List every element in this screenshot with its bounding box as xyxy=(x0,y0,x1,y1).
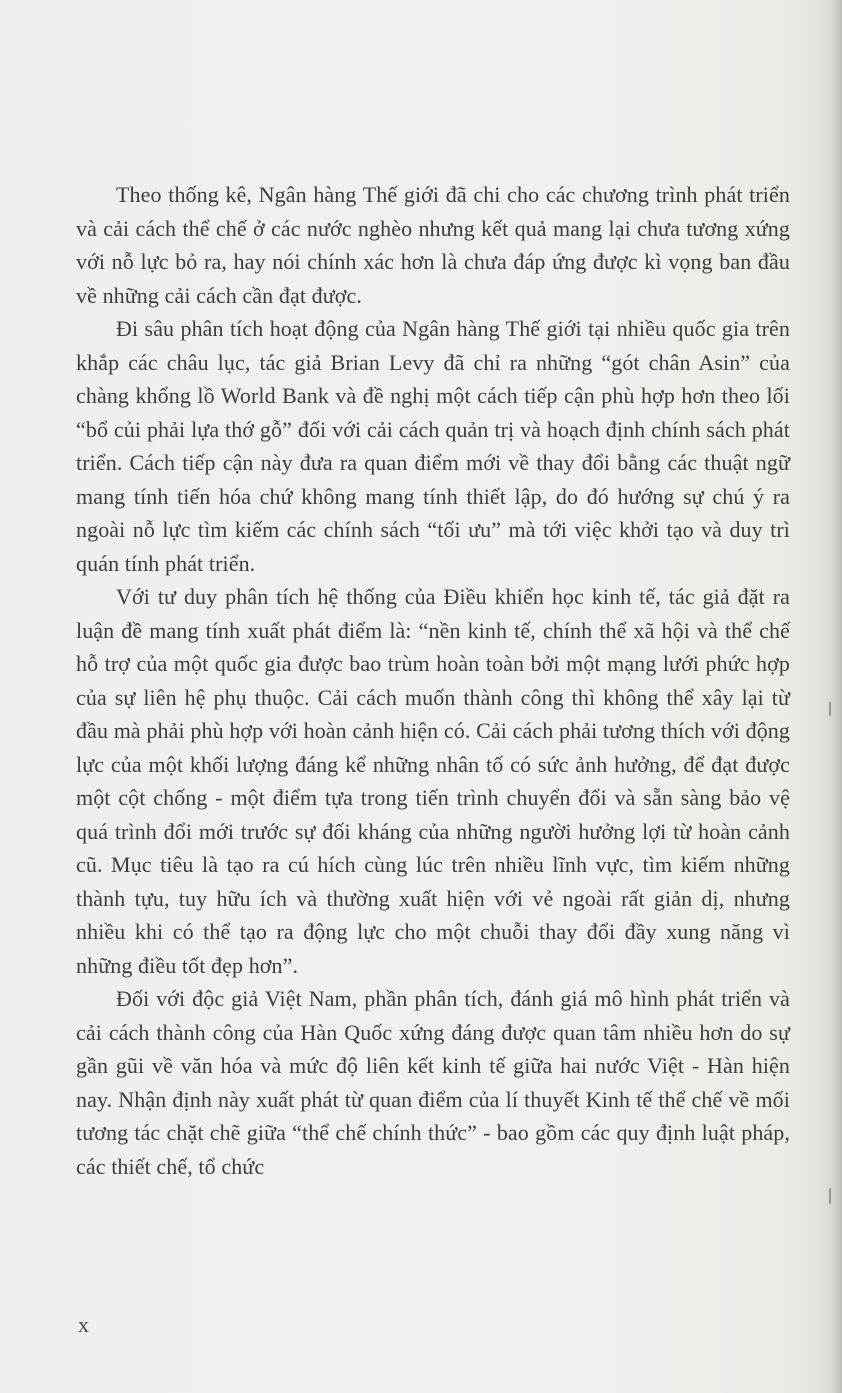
scan-artifact-mark xyxy=(829,702,831,716)
body-text-block xyxy=(76,178,790,1183)
paragraph: Đối với độc giả Việt Nam, phần phân tích, đánh giá mô hình phát triển và cải cách thành công của Hàn Quốc xứng đáng được quan tâm nhiều hơn do sự gần gũi về văn hóa và mức độ liên kết kinh tế giữa hai nước Việt - Hàn hiện nay. Nhận định này xuất phát từ quan điểm của lí thuyết Kinh tế thể chế về mối tương tác chặt chẽ giữa “thể chế chính thức” - bao gồm các quy định luật pháp, các thiết chế, tổ chức xyxy=(76,986,790,1179)
paragraph: Với tư duy phân tích hệ thống của Điều khiển học kinh tế, tác giả đặt ra luận đề mang tính xuất phát điểm là: “nền kinh tế, chính thể xã hội và thể chế hỗ trợ của một quốc gia được bao trùm hoàn toàn bởi một mạng lưới phức hợp của sự liên hệ phụ thuộc. Cải cách muốn thành công thì không thể xây lại từ đầu mà phải phù hợp với hoàn cảnh hiện có. Cải cách phải tương thích với động lực của một khối lượng đáng kể những nhân tố có sức ảnh hưởng, để đạt được một cột chống - một điểm tựa trong tiến trình chuyển đổi và sẵn sàng bảo vệ quá trình đổi mới trước sự đối kháng của những người hưởng lợi từ hoàn cảnh cũ. Mục tiêu là tạo ra cú hích cùng lúc trên nhiều lĩnh vực, tìm kiếm những thành tựu, tuy hữu ích và thường xuất hiện với vẻ ngoài rất giản dị, nhưng nhiều khi có thể tạo ra động lực cho một chuỗi thay đổi đầy xung năng vì những điều tốt đẹp hơn”. xyxy=(76,584,790,978)
page-number: x xyxy=(78,1312,89,1337)
paragraph: Đi sâu phân tích hoạt động của Ngân hàng Thế giới tại nhiều quốc gia trên khắp các châu lục, tác giả Brian Levy đã chỉ ra những “gót chân Asin” của chàng khổng lồ World Bank và đề nghị một cách tiếp cận phù hợp hơn theo lối “bổ củi phải lựa thớ gỗ” đối với cải cách quản trị và hoạch định chính sách phát triển. Cách tiếp cận này đưa ra quan điểm mới về thay đổi bằng các thuật ngữ mang tính tiến hóa chứ không mang tính thiết lập, do đó hướng sự chú ý ra ngoài nỗ lực tìm kiếm các chính sách “tối ưu” mà tới việc khởi tạo và duy trì quán tính phát triển. xyxy=(76,316,790,576)
page-edge-shadow xyxy=(820,0,842,1393)
scan-artifact-mark xyxy=(829,1188,831,1204)
paragraph: Theo thống kê, Ngân hàng Thế giới đã chi cho các chương trình phát triển và cải cách thể chế ở các nước nghèo nhưng kết quả mang lại chưa tương xứng với nỗ lực bỏ ra, hay nói chính xác hơn là chưa đáp ứng được kì vọng ban đầu về những cải cách cần đạt được. xyxy=(76,182,790,308)
